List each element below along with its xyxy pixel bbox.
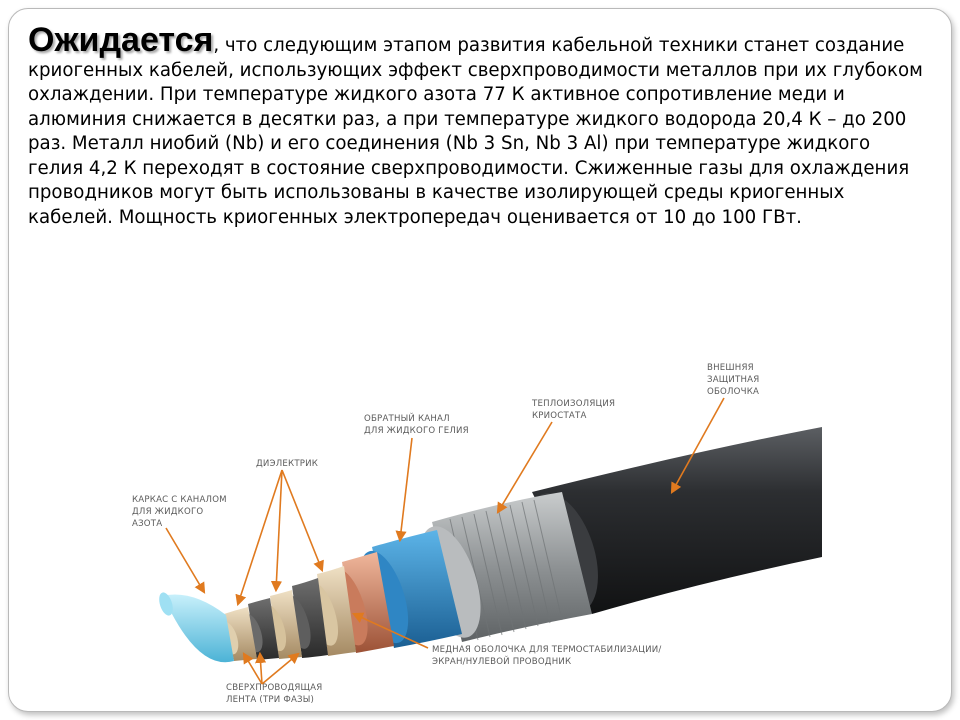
svg-text:ДИЭЛЕКТРИК: ДИЭЛЕКТРИК <box>256 459 319 469</box>
lead-word: Ожидается <box>28 21 214 59</box>
svg-text:КАРКАС С КАНАЛОМ: КАРКАС С КАНАЛОМ <box>132 495 227 505</box>
svg-text:СВЕРХПРОВОДЯЩАЯ: СВЕРХПРОВОДЯЩАЯ <box>226 683 323 693</box>
label-helium-channel <box>364 412 469 436</box>
label-outer-sheath <box>707 363 759 397</box>
slide-text <box>28 21 928 230</box>
label-frame-nitrogen <box>132 495 227 529</box>
svg-text:ДЛЯ ЖИДКОГО: ДЛЯ ЖИДКОГО <box>132 507 204 517</box>
label-copper-shell <box>432 645 662 667</box>
body-text: , что следующим этапом развития кабельной техники станет создание криогенных кабелей, использующих эффект сверхпроводимости металлов при их глубоком охлаждении. При температуре жидкого азота 77 К активное сопротивление меди и алюминия снижается в десятки раз, а при температуре жидкого водорода 20,4 К – до 200 раз. Металл ниобий (Nb) и его соединения (Nb 3 Sn, Nb 3 Al) при температуре жидкого гелия 4,2 К переходят в состояние сверхпроводимости. Сжиженные газы для охлаждения проводников могут быть использованы в качестве изолирующей среды криогенных кабелей. Мощность криогенных электропередач оценивается от 10 до 100 ГВт. <box>28 35 923 228</box>
svg-text:ДЛЯ ЖИДКОГО ГЕЛИЯ: ДЛЯ ЖИДКОГО ГЕЛИЯ <box>364 426 469 436</box>
svg-text:КРИОСТАТА: КРИОСТАТА <box>532 411 587 421</box>
label-dielectric <box>256 459 318 469</box>
svg-text:ТЕПЛОИЗОЛЯЦИЯ: ТЕПЛОИЗОЛЯЦИЯ <box>532 399 616 409</box>
svg-text:АЗОТА: АЗОТА <box>132 519 163 529</box>
core-frame <box>162 595 234 663</box>
svg-text:ЗАЩИТНАЯ: ЗАЩИТНАЯ <box>707 375 760 385</box>
label-supercond-tape <box>226 683 322 705</box>
svg-text:ЭКРАН/НУЛЕВОЙ ПРОВОДНИК: ЭКРАН/НУЛЕВОЙ ПРОВОДНИК <box>432 657 572 667</box>
svg-text:ОБРАТНЫЙ КАНАЛ: ОБРАТНЫЙ КАНАЛ <box>364 414 450 424</box>
label-thermal-insulation <box>531 399 615 421</box>
svg-text:ОБОЛОЧКА: ОБОЛОЧКА <box>707 387 760 397</box>
svg-text:ЛЕНТА (ТРИ ФАЗЫ): ЛЕНТА (ТРИ ФАЗЫ) <box>226 695 315 705</box>
svg-text:ВНЕШНЯЯ: ВНЕШНЯЯ <box>707 363 754 373</box>
svg-text:МЕДНАЯ ОБОЛОЧКА ДЛЯ ТЕРМОСТАБИ: МЕДНАЯ ОБОЛОЧКА ДЛЯ ТЕРМОСТАБИЛИЗАЦИИ/ <box>432 645 662 655</box>
cryogenic-cable-diagram <box>132 352 832 714</box>
